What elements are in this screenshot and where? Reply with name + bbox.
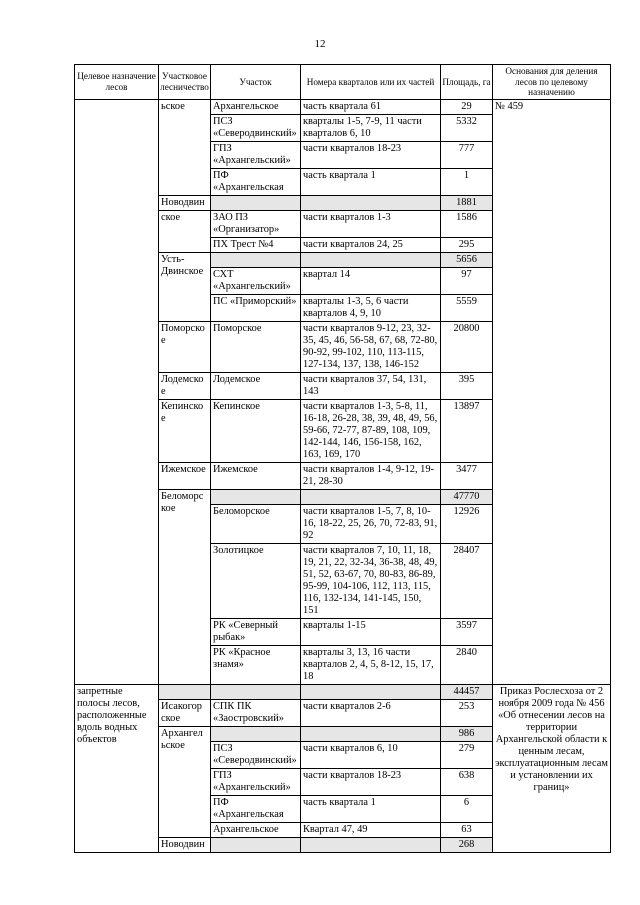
section-cell: ПФ «Архангельская [211,795,301,822]
quarters-cell [301,252,441,267]
section-cell: СПК ПК «Заостровский» [211,699,301,726]
section-cell: ГПЗ «Архангельский» [211,768,301,795]
section-cell: СХТ «Архангельский» [211,267,301,294]
section-cell [211,252,301,267]
section-cell [211,726,301,741]
area-cell: 3597 [441,618,493,645]
quarters-cell: части кварталов 1-3 [301,210,441,237]
header-area: Площадь, га [441,65,493,100]
purpose-cell: запретные полосы лесов, расположенные вдоль водных объектов [75,684,159,852]
table-row [75,99,611,114]
area-cell: 20800 [441,321,493,372]
area-cell: 253 [441,699,493,726]
district-cell: Новодвин [159,195,211,210]
area-cell: 5656 [441,252,493,267]
district-cell: Усть-Двинское [159,252,211,321]
quarters-cell: части кварталов 1-3, 5-8, 11, 16-18, 26-28, 38, 39, 48, 49, 56, 59-66, 72-77, 87-89, 108, 109, 142-144, 146, 156-158, 162, 163, 169, 170 [301,399,441,462]
quarters-cell: квартал 14 [301,267,441,294]
area-cell: 395 [441,372,493,399]
area-cell: 638 [441,768,493,795]
quarters-cell: части кварталов 24, 25 [301,237,441,252]
quarters-cell [301,837,441,852]
section-cell: РК «Северный рыбак» [211,618,301,645]
section-cell [211,684,301,699]
area-cell: 268 [441,837,493,852]
table-header-row [75,65,611,100]
quarters-cell [301,489,441,504]
section-cell: Беломорское [211,504,301,543]
area-cell: 986 [441,726,493,741]
district-cell [159,684,211,699]
area-cell: 28407 [441,543,493,618]
section-cell: ПСЗ «Северодвинский» [211,114,301,141]
section-cell: РК «Красное знамя» [211,645,301,684]
quarters-cell: части кварталов 2-6 [301,699,441,726]
section-cell: ПФ «Архангельская [211,168,301,195]
area-cell: 97 [441,267,493,294]
header-purpose: Целевое назначение лесов [75,65,159,100]
basis-cell: Приказ Рослесхоза от 2 ноября 2009 года № 456 «Об отнесении лесов на территории Архангельской области к ценным лесам, эксплуатационным лесам и установлении их границ» [493,684,611,852]
quarters-cell: части кварталов 6, 10 [301,741,441,768]
quarters-cell: части кварталов 7, 10, 11, 18, 19, 21, 22, 32-34, 36-38, 48, 49, 51, 52, 63-67, 70, 80-83, 86-89, 95-99, 104-106, 112, 113, 115, 116, 132-134, 141-145, 150, 151 [301,543,441,618]
header-district: Участковое лесничество [159,65,211,100]
section-cell [211,837,301,852]
area-cell: 3477 [441,462,493,489]
quarters-cell: часть квартала 61 [301,99,441,114]
area-cell: 1 [441,168,493,195]
area-cell: 47770 [441,489,493,504]
area-cell: 44457 [441,684,493,699]
quarters-cell: части кварталов 18-23 [301,141,441,168]
section-cell: Ижемское [211,462,301,489]
district-cell: Кепинско е [159,399,211,462]
quarters-cell [301,726,441,741]
quarters-cell [301,684,441,699]
quarters-cell: кварталы 1-15 [301,618,441,645]
section-cell: Архангельское [211,822,301,837]
quarters-cell: кварталы 3, 13, 16 части кварталов 2, 4, 5, 8-12, 15, 17, 18 [301,645,441,684]
district-cell: Лодемско е [159,372,211,399]
area-cell: 1881 [441,195,493,210]
header-basis: Основания для деления лесов по целевому назначению [493,65,611,100]
section-cell: Поморское [211,321,301,372]
header-quarters: Номера кварталов или их частей [301,65,441,100]
section-cell: ПСЗ «Северодвинский» [211,741,301,768]
section-cell [211,489,301,504]
area-cell: 1586 [441,210,493,237]
section-cell: Архангельское [211,99,301,114]
area-cell: 6 [441,795,493,822]
quarters-cell: часть квартала 1 [301,795,441,822]
quarters-cell [301,195,441,210]
section-cell: Золотицкое [211,543,301,618]
page-number: 12 [314,38,326,50]
quarters-cell: части кварталов 18-23 [301,768,441,795]
area-cell: 12926 [441,504,493,543]
area-cell: 13897 [441,399,493,462]
quarters-cell: части кварталов 9-12, 23, 32-35, 45, 46, 56-58, 67, 68, 72-80, 90-92, 99-102, 110, 113-115, 127-134, 137, 138, 146-152 [301,321,441,372]
area-cell: 5332 [441,114,493,141]
section-cell: Лодемское [211,372,301,399]
area-cell: 5559 [441,294,493,321]
forest-purpose-table [74,64,611,853]
table-row [75,684,611,699]
district-cell: Исакогор ское [159,699,211,726]
header-section: Участок [211,65,301,100]
quarters-cell: части кварталов 37, 54, 131, 143 [301,372,441,399]
quarters-cell: кварталы 1-5, 7-9, 11 части кварталов 6, 10 [301,114,441,141]
quarters-cell: части кварталов 1-4, 9-12, 19-21, 28-30 [301,462,441,489]
quarters-cell: части кварталов 1-5, 7, 8, 10-16, 18-22, 25, 26, 70, 72-83, 91, 92 [301,504,441,543]
section-cell [211,195,301,210]
district-cell: Беломорс кое [159,489,211,684]
area-cell: 777 [441,141,493,168]
quarters-cell: кварталы 1-3, 5, 6 части кварталов 4, 9, 10 [301,294,441,321]
district-cell: Поморско е [159,321,211,372]
section-cell: ПХ Трест №4 [211,237,301,252]
quarters-cell: часть квартала 1 [301,168,441,195]
area-cell: 295 [441,237,493,252]
area-cell: 2840 [441,645,493,684]
district-cell: ьское [159,99,211,195]
district-cell: Ижемское [159,462,211,489]
section-cell: ПС «Приморский» [211,294,301,321]
purpose-cell [75,99,159,684]
district-cell: Новодвин [159,837,211,852]
quarters-cell: Квартал 47, 49 [301,822,441,837]
section-cell: ЗАО ПЗ «Организатор» [211,210,301,237]
area-cell: 29 [441,99,493,114]
area-cell: 279 [441,741,493,768]
district-cell: ское [159,210,211,252]
district-cell: Архангел ьское [159,726,211,837]
section-cell: Кепинское [211,399,301,462]
section-cell: ГПЗ «Архангельский» [211,141,301,168]
basis-cell: № 459 [493,99,611,684]
area-cell: 63 [441,822,493,837]
